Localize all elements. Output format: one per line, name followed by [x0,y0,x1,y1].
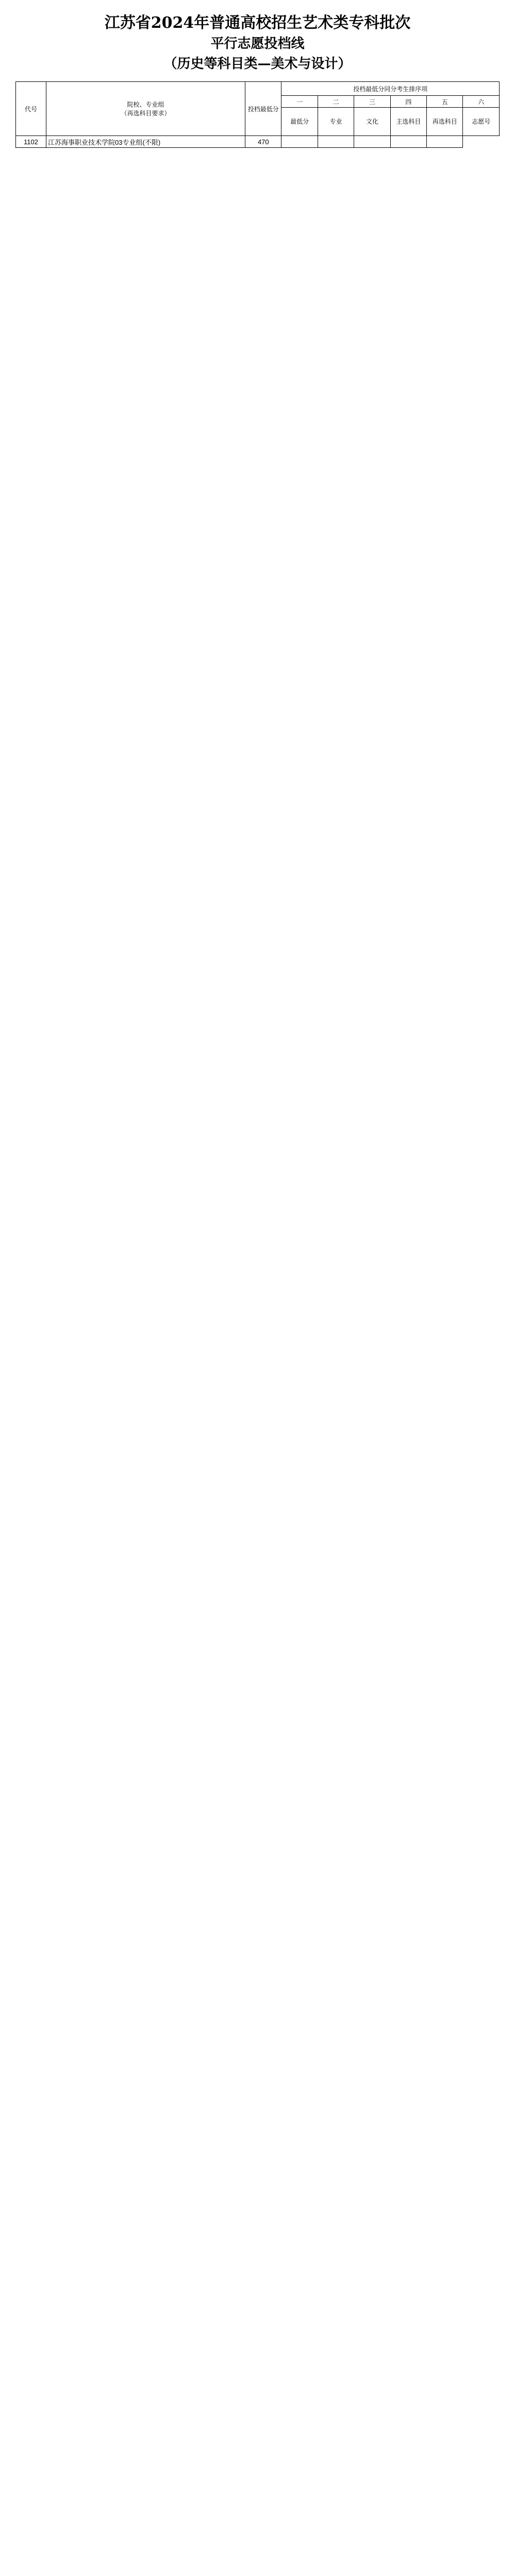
table-cell [354,136,390,148]
table-body [16,136,500,148]
title-line-2: 平行志愿投档线 [210,36,305,52]
header-col-1: 一 [281,96,318,108]
header-code: 代号 [16,82,46,136]
header-name-main: 院校、专业组 [127,101,164,108]
header-sub-2: 专业 [318,108,354,136]
table-cell: 1102 [16,136,46,148]
table-row [16,136,500,148]
header-col-4: 四 [390,96,426,108]
title-line-3: （历史等科目类—美术与设计） [163,56,352,72]
header-name-sub: （再选科目要求） [121,110,171,117]
score-table [15,81,500,148]
table-cell [390,136,426,148]
header-col-2: 二 [318,96,354,108]
header-name [46,82,245,136]
table-cell: 江苏海事职业技术学院03专业组(不限) [46,136,245,148]
header-sub-5: 再选科目 [427,108,463,136]
document-title [15,12,500,74]
header-sub-3: 文化 [354,108,390,136]
header-sub-1: 最低分 [281,108,318,136]
header-col-6: 六 [463,96,500,108]
header-sub-6: 志愿号 [463,108,500,136]
header-tiebreak: 投档最低分同分考生排序项 [281,82,500,96]
table-cell [318,136,354,148]
header-col-5: 五 [427,96,463,108]
table-cell [427,136,463,148]
title-line-1: 江苏省2024年普通高校招生艺术类专科批次 [104,14,411,32]
table-cell [281,136,318,148]
page [0,0,515,168]
header-sub-4: 主选科目 [390,108,426,136]
table-cell: 470 [245,136,281,148]
header-col-3: 三 [354,96,390,108]
header-score: 投档最低分 [245,82,281,136]
